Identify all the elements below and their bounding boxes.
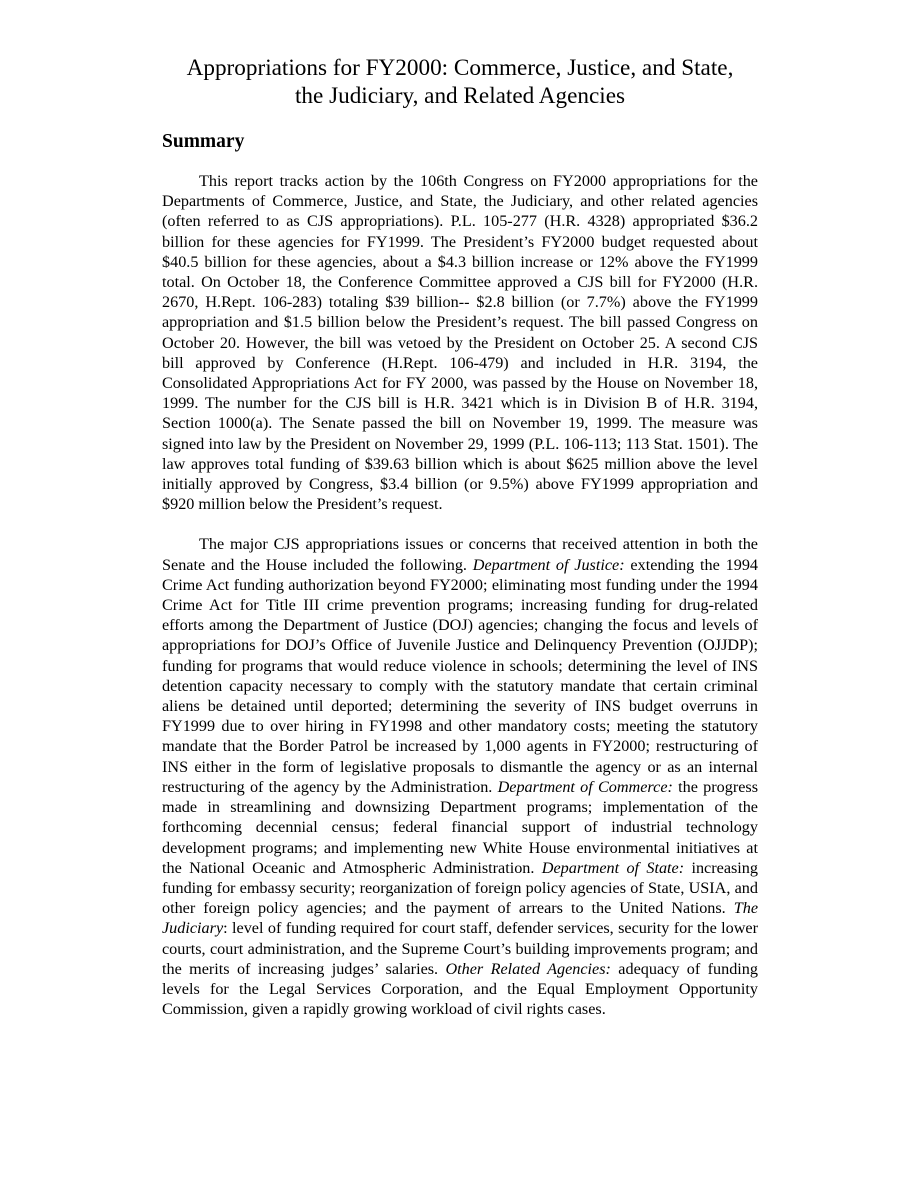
summary-heading: Summary: [162, 131, 245, 152]
judiciary-label: The Judiciary: [162, 899, 758, 938]
judiciary-issues-text: : level of funding required for court staff, defender services, security for the lower courts, court administration, and the Supreme Court’s building improvements program; and the merits of increasing judges’ salaries.: [162, 919, 758, 978]
justice-issues-text: extending the 1994 Crime Act funding authorization beyond FY2000; eliminating most funding under the 1994 Crime Act for Title III crime prevention programs; increasing funding for drug-related efforts among the Department of Justice (DOJ) agencies; changing the focus and levels of appropriations for DOJ’s Office of Juvenile Justice and Delinquency Prevention (OJJDP); funding for programs that would reduce violence in schools; determining the level of INS detention capacity necessary to comply with the statutory mandate that certain criminal aliens be detained until deported; determining the severity of INS budget overruns in FY1999 due to over hiring in FY1998 and other mandatory costs; meeting the statutory mandate that the Border Patrol be increased by 1,000 agents in FY2000; restructuring of INS either in the form of legislative proposals to dismantle the agency or as an internal restructuring of the agency by the Administration.: [162, 555, 759, 796]
document-title: [162, 54, 758, 110]
issues-intro-text: The major CJS appropriations issues or concerns that received attention in both the Senate and the House included the following.: [162, 535, 758, 574]
state-label: Department of State:: [541, 858, 685, 877]
summary-paragraph-2: [162, 534, 758, 1019]
other-agencies-issues-text: adequacy of funding levels for the Legal Services Corporation, and the Equal Employment Opportunity Commission, given a rapidly growing workload of civil rights cases.: [162, 959, 758, 1019]
document-title-line-2: the Judiciary, and Related Agencies: [294, 83, 626, 109]
summary-paragraph-1: This report tracks action by the 106th Congress on FY2000 appropriations for the Departments of Commerce, Justice, and State, the Judiciary, and other related agencies (often referred to as CJS appropriations). P.L. 105-277 (H.R. 4328) appropriated $36.2 billion for these agencies for FY1999. The President’s FY2000 budget requested about $40.5 billion for these agencies, about a $4.3 billion increase or 12% above the FY1999 total. On October 18, the Conference Committee approved a CJS bill for FY2000 (H.R. 2670, H.Rept. 106-283) totaling $39 billion-- $2.8 billion (or 7.7%) above the FY1999 appropriation and $1.5 billion below the President’s request. The bill passed Congress on October 20. However, the bill was vetoed by the President on October 25. A second CJS bill approved by Conference (H.Rept. 106-479) and included in H.R. 3194, the Consolidated Appropriations Act for FY 2000, was passed by the House on November 18, 1999. The number for the CJS bill is H.R. 3421 which is in Division B of H.R. 3194, Section 1000(a). The Senate passed the bill on November 19, 1999. The measure was signed into law by the President on November 29, 1999 (P.L. 106-113; 113 Stat. 1501). The law approves total funding of $39.63 billion which is about $625 million above the level initially approved by Congress, $3.4 billion (or 9.5%) above FY1999 appropriation and $920 million below the President’s request.: [162, 172, 758, 514]
commerce-issues-text: the progress made in streamlining and downsizing Department programs; implementation of the forthcoming decennial census; federal financial support of industrial technology development programs; and implementing new White House environmental initiatives at the National Oceanic and Atmospheric Administration.: [162, 777, 758, 877]
other-agencies-label: Other Related Agencies:: [445, 959, 611, 978]
justice-label: Department of Justice:: [472, 555, 625, 574]
state-issues-text: increasing funding for embassy security; reorganization of foreign policy agencies of State, USIA, and other foreign policy agencies; and the payment of arrears to the United Nations.: [162, 858, 758, 918]
document-title-line-1: Appropriations for FY2000: Commerce, Justice, and State,: [186, 55, 734, 81]
commerce-label: Department of Commerce:: [497, 777, 673, 796]
document-page: [162, 54, 758, 1019]
